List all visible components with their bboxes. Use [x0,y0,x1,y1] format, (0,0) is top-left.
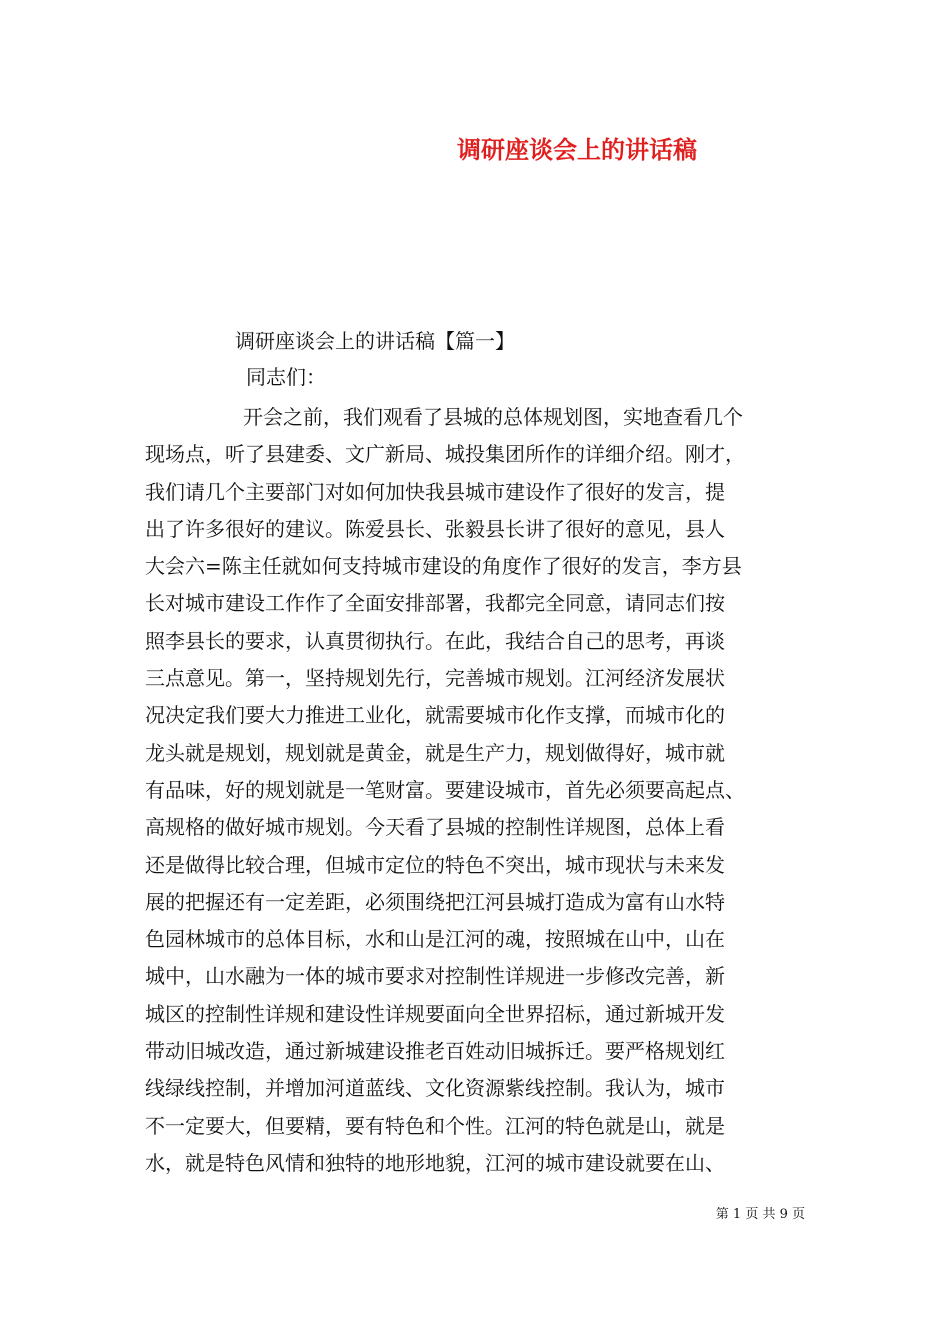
body-line: 高规格的做好城市规划。今天看了县城的控制性详规图，总体上看 [145,815,725,840]
body-line: 龙头就是规划，规划就是黄金，就是生产力，规划做得好，城市就 [145,740,725,765]
section-heading: 调研座谈会上的讲话稿【篇一】 [235,329,515,353]
page-number: 第 1 页 共 9 页 [715,1207,805,1222]
body-line: 不一定要大，但要精，要有特色和个性。江河的特色就是山，就是 [145,1113,725,1138]
body-line: 有品味，好的规划就是一笔财富。要建设城市，首先必须要高起点、 [145,777,745,802]
body-line: 现场点，听了县建委、文广新局、城投集团所作的详细介绍。刚才， [145,442,745,467]
body-line: 还是做得比较合理，但城市定位的特色不突出，城市现状与未来发 [145,852,725,877]
body-line: 带动旧城改造，通过新城建设推老百姓动旧城拆迁。要严格规划红 [145,1039,725,1064]
body-line: 线绿线控制，并增加河道蓝线、文化资源紫线控制。我认为，城市 [145,1076,725,1101]
body-line: 三点意见。第一，坚持规划先行，完善城市规划。江河经济发展状 [145,666,725,691]
body-line: 色园林城市的总体目标，水和山是江河的魂，按照城在山中，山在 [145,927,725,952]
body-line: 展的把握还有一定差距，必须围绕把江河县城打造成为富有山水特 [145,889,725,914]
body-text [145,399,825,1182]
body-line: 开会之前，我们观看了县城的总体规划图，实地查看几个 [243,405,743,429]
body-line: 照李县长的要求，认真贯彻执行。在此，我结合自己的思考，再谈 [145,628,725,653]
body-line: 城区的控制性详规和建设性详规要面向全世界招标，通过新城开发 [145,1001,725,1026]
salutation: 同志们： [246,365,326,389]
body-line: 况决定我们要大力推进工业化，就需要城市化作支撑，而城市化的 [145,703,725,728]
body-line: 我们请几个主要部门对如何加快我县城市建设作了很好的发言，提 [145,479,725,504]
body-line: 大会六=陈主任就如何支持城市建设的角度作了很好的发言，李方县 [145,554,742,579]
body-line: 城中，山水融为一体的城市要求对控制性详规进一步修改完善，新 [145,964,725,989]
body-line: 长对城市建设工作作了全面安排部署，我都完全同意，请同志们按 [145,591,725,616]
body-line: 出了许多很好的建议。陈爱县长、张毅县长讲了很好的意见，县人 [145,516,725,541]
body-line: 水，就是特色风情和独特的地形地貌，江河的城市建设就要在山、 [145,1150,725,1175]
document-title: 调研座谈会上的讲话稿 [457,135,697,164]
